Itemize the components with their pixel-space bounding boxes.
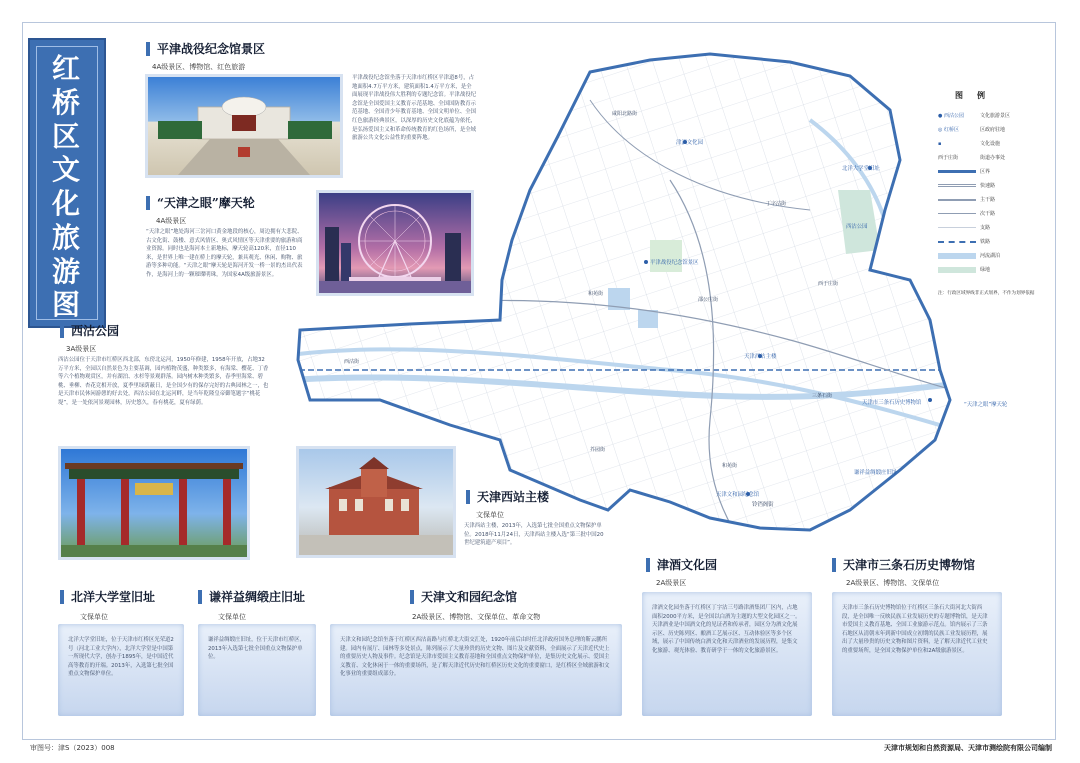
legend-label: 街道办事处	[980, 155, 1006, 161]
legend-row	[938, 140, 1000, 147]
jiujiu-description: 津酒文化园坐落于红桥区丁字沽三号路津酒集团厂区内，占地面积2000平方米，是全国以白酒为主题的大型文化园区之一。天津酒业是中国酒文化的见证者和传承者，园区分为酒文化展示区、历史陈列区、酿酒工艺展示区、互动体验区等多个区域，展示了中国传统白酒文化和天津酒业的发展历程，是集文化旅游、观光体验、教育研学于一体的文化旅游景区。	[652, 605, 801, 654]
santiao-description: 天津市三条石历史博物馆位于红桥区三条石大街河北大街西段，是全国唯一反映民族工业发展历史的专题博物馆，是天津市爱国主义教育基地、全国工业旅游示范点。馆内展示了三条石地区从清朝末年到新中国成立初期的民族工业发展历程，展出了大量珍贵的历史文物和图片资料，是了解天津近代工业史的重要场所，是全国文物保护单位和2A级旅游景区。	[842, 605, 988, 654]
title-char: 游	[51, 254, 82, 288]
jiujiu-heading: 津酒文化园	[646, 558, 717, 572]
legend-row	[938, 126, 1005, 133]
poi-santiao: 天津市三条石历史博物馆	[862, 400, 922, 406]
page-title	[30, 52, 104, 322]
xigu-heading: 西沽公园	[60, 324, 119, 338]
legend-label: 文化旅游景区	[980, 113, 1011, 119]
district-map	[290, 40, 1050, 540]
wenhe-card	[330, 624, 622, 716]
legend-row	[938, 168, 990, 175]
archway-illustration	[61, 449, 247, 557]
title-banner	[28, 38, 106, 328]
title-char: 文	[51, 153, 82, 187]
santiao-heading: 天津市三条石历史博物馆	[832, 558, 975, 572]
street-label: 西于庄街	[818, 281, 839, 287]
legend-branch-road-symbol	[938, 227, 976, 228]
legend-label: 主干路	[980, 197, 996, 203]
xizhan-subtitle: 文保单位	[476, 511, 504, 519]
legend-label: 次干路	[980, 211, 996, 217]
poi-lingdangge: 铃铛阁街	[752, 502, 774, 508]
poi-wenhe: 天津文和园纪念馆	[716, 492, 760, 498]
legend-label: 快速路	[980, 183, 996, 189]
publisher-credit: 天津市规划和自然资源局、天津市测绘院有限公司编制	[884, 744, 1052, 752]
street-label: 丁字沽街	[766, 201, 787, 207]
jiujiu-card	[642, 592, 812, 716]
legend-green-symbol	[938, 267, 976, 273]
poi-qianxiang: 谦祥益绸缎庄旧址	[854, 470, 898, 476]
legend-title: 图例	[955, 91, 999, 100]
legend-row	[938, 112, 1010, 119]
pingjin-description: 平津战役纪念馆坐落于天津市红桥区平津道8号，占地面积4.7万平方米，建筑面积1.4万平方米，是全面展现平津战役伟大胜利的专题纪念馆。平津战役纪念馆是全国爱国主义教育示范基地、全国国防教育示范基地、全国青少年教育基地、全国文明单位、全国红色旅游经典景区，以深厚的历史文化底蕴为依托，是弘扬爱国主义和革命传统教育的红色场所，是全域旅游公共文化公益性的重要阵地。	[352, 75, 476, 142]
eye-heading: “天津之眼”摩天轮	[146, 196, 255, 210]
jiujiu-subtitle: 2A级景区	[656, 579, 687, 587]
poi-jiujiu: 津酒文化园	[676, 140, 703, 146]
wenhe-heading: 天津文和园纪念馆	[410, 590, 517, 604]
street-label: 三条石街	[812, 393, 833, 399]
xigu-photo	[58, 446, 250, 560]
xizhan-heading: 天津西站主楼	[466, 490, 549, 504]
santiao-card	[832, 592, 1002, 716]
title-char: 图	[51, 288, 82, 322]
legend-row	[938, 266, 990, 273]
legend-main-road-symbol	[938, 199, 976, 201]
street-label: 和苑街	[588, 291, 604, 297]
beiyang-description: 北洋大学堂旧址，位于天津市红桥区光荣道2号（河北工业大学内），北洋大学堂是中国第一所现代大学，创办于1895年，是中国近代高等教育的开端。2013年，入选第七批全国重点文物保护单位。	[68, 637, 174, 678]
qianxiang-heading: 谦祥益绸缎庄旧址	[198, 590, 305, 604]
street-label: 咸阳北路街	[612, 111, 638, 117]
legend-symbol: ● 西沽公园	[938, 113, 964, 119]
legend-label: 铁路	[980, 239, 991, 245]
title-char: 区	[51, 119, 82, 153]
legend-expressway-symbol	[938, 184, 976, 187]
map-canvas	[290, 40, 1050, 540]
legend-symbol: ▪	[938, 140, 942, 147]
xigu-description: 西沽公园位于天津市红桥区西北部，东傍北运河，1950年修建，1958年开放，占地32万平方米，全园以自然景色为主要基调，园内植物茂盛，种类繁多，有海棠、樱花、丁香等六个植物观赏区，并有湖泊、水杉等景观群落。园内树木种类繁多，春季里海棠、碧桃、垂柳、杏花竞相开放，夏季里绿荫蔽日，是全国少有的保存完好的古典园林之一，也是天津市民休闲游憩的好去处，西沽公园在北运河畔，是当年乾隆皇帝御笔题字“桃花堤”，是一处依河景观园林，历史悠久，春有桃花，夏有绿荫。	[58, 357, 269, 406]
poi-eye: “天津之眼”摩天轮	[964, 402, 1008, 408]
legend-row	[938, 182, 995, 189]
legend-label: 区界	[980, 169, 991, 175]
wenhe-description: 天津文和园纪念馆坐落于红桥区西沽南路与红桥北大街交汇处，1920年前后由时任北洋政府国务总理的靳云鹏所建。园内有展厅、园林等多处景点，陈列展示了大量珍贵的历史文物、图片及文献资料，全面展示了天津近代史上的重要历史人物及事件。纪念馆是天津市爱国主义教育基地和全国重点文物保护单位，是集历史文化展示、爱国主义教育、文化休闲于一体的重要场所，是了解天津近代历史和红桥区历史文化的重要窗口，是红桥区全域旅游和文化事业的重要组成部分。	[340, 637, 610, 678]
legend-boundary-symbol	[938, 170, 976, 173]
legend-row	[938, 210, 995, 217]
poi-dot	[928, 398, 932, 402]
beiyang-heading: 北洋大学堂旧址	[60, 590, 155, 604]
title-char: 红	[51, 52, 82, 85]
street-label: 芥园街	[590, 447, 606, 453]
poi-dot	[644, 260, 648, 264]
street-label: 西沽街	[344, 359, 360, 365]
legend-symbol: ◎ 红桥区	[938, 127, 959, 133]
legend-row	[938, 238, 990, 245]
title-char: 桥	[51, 85, 82, 119]
poi-beiyang: 北洋大学堂旧址	[842, 166, 880, 172]
poi-xizhan: 天津西站主楼	[744, 354, 777, 360]
title-char: 旅	[51, 220, 82, 254]
qianxiang-card	[198, 624, 316, 716]
beiyang-subtitle: 文保单位	[80, 613, 108, 621]
eye-description: “天津之眼”地处海河三岔河口黄金地段的核心，周边拥有大悲院、古文化街、鼓楼、意式风情区、奥式风情区等天津重要的旅游和商业资源。同时也是海河本土新地标，摩天轮高120米，直径110米，是世界上唯一建在桥上的摩天轮，兼具观光、休闲、购物、旅游等多种功能。“天津之眼”摩天轮是海河开发一桥一景的杰出代表作，是海河上的一颗璀璨明珠，为国家4A级旅游景区。	[146, 229, 303, 278]
legend-rail-symbol	[938, 241, 976, 243]
eye-subtitle: 4A级景区	[156, 217, 187, 225]
legend-symbol-text: 红桥区	[943, 127, 959, 133]
legend-row	[938, 196, 995, 203]
legend-row	[938, 224, 990, 231]
legend-label: 绿地	[980, 267, 991, 273]
legend-row	[938, 154, 1005, 161]
santiao-subtitle: 2A级景区、博物馆、文保单位	[846, 579, 940, 587]
qianxiang-description: 谦祥益绸缎庄旧址，位于天津市红桥区，2013年入选第七批全国重点文物保护单位。	[208, 637, 306, 661]
legend-label: 支路	[980, 225, 991, 231]
xizhan-description: 天津西站主楼，2013年，入选第七批全国重点文物保护单位。2018年11月24日，天津西站主楼入选“第三批中国20世纪建筑遗产项目”。	[464, 523, 604, 547]
approval-number: 审图号：津S（2023）008	[30, 744, 115, 752]
legend-symbol-text: 西沽公园	[943, 113, 964, 119]
legend-symbol: 西于庄街	[938, 155, 959, 161]
wenhe-subtitle: 2A级景区、博物馆、文保单位、革命文物	[412, 613, 541, 621]
qianxiang-subtitle: 文保单位	[218, 613, 246, 621]
pingjin-subtitle: 4A级景区、博物馆、红色旅游	[152, 63, 246, 71]
legend-secondary-road-symbol	[938, 213, 976, 214]
legend-water-symbol	[938, 253, 976, 259]
legend-row	[938, 252, 1000, 259]
poi-pingjin: 平津战役纪念馆景区	[650, 260, 699, 266]
poi-xigu: 西沽公园	[846, 224, 868, 230]
street-label: 邵公庄街	[698, 297, 719, 303]
pingjin-heading: 平津战役纪念馆景区	[146, 42, 265, 56]
street-label: 和苑街	[722, 463, 738, 469]
legend-label: 河流湖泊	[980, 253, 1001, 259]
xigu-subtitle: 3A级景区	[66, 345, 97, 353]
legend-label: 文化设施	[980, 141, 1001, 147]
legend-label: 区政府驻地	[980, 127, 1006, 133]
title-char: 化	[51, 187, 82, 220]
legend-note: 注：行政区域界线非正式划界，不作为划界依据	[938, 291, 1035, 296]
beiyang-card	[58, 624, 184, 716]
